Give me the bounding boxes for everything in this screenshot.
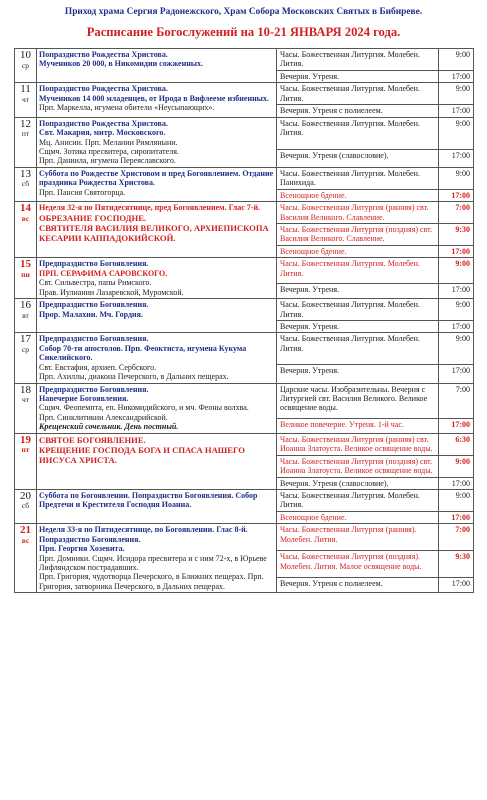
schedule-row xyxy=(15,49,474,71)
service-name: Царские часы. Изобразительны. Вечерня с Литургией свт. Василия Великого. Великое освящение воды. xyxy=(277,383,439,419)
schedule-table xyxy=(14,48,474,593)
service-time: 17:00 xyxy=(439,419,474,433)
service-name: Часы. Божественная Литургия (ранняя) свт. Иоанна Златоуста. Великое освящение воды. xyxy=(277,433,439,455)
feast-line: КРЕЩЕНИЕ ГОСПОДА БОГА И СПАСА НАШЕГО ИИСУСА ХРИСТА. xyxy=(39,444,245,466)
schedule-row xyxy=(15,489,474,511)
feast-line: Предпразднство Богоявления. xyxy=(39,259,149,269)
service-name: Часы. Божественная Литургия. Молебен. Лития. xyxy=(277,49,439,71)
date-cell xyxy=(15,383,37,433)
day-number: 16 xyxy=(20,299,31,312)
feast-line: Суббота по Богоявлении. Попразднство Богоявления. Собор Предтечи и Крестителя Господня Иоанна. xyxy=(39,490,258,510)
day-number: 10 xyxy=(20,49,31,61)
service-name: Часы. Божественная Литургия. Молебен. Лития. xyxy=(277,83,439,105)
feast-line: Прп. Синклитикии Александрийской. xyxy=(39,412,168,422)
feast-description xyxy=(37,49,277,83)
schedule-row xyxy=(15,524,474,551)
date-cell xyxy=(15,433,37,489)
feast-line: ПРП. СЕРАФИМА САРОВСКОГО. xyxy=(39,268,168,278)
service-time: 17:00 xyxy=(439,477,474,489)
feast-line: Мц. Анисии. Прп. Мелании Римляныни. xyxy=(39,137,178,147)
service-name: Часы. Божественная Литургия (поздняя) свт. Иоанна Златоуста. Великое освящение воды. xyxy=(277,455,439,477)
service-time: 7:00 xyxy=(439,383,474,419)
date-cell xyxy=(15,524,37,593)
day-number: 14 xyxy=(20,202,31,215)
service-time: 7:00 xyxy=(439,524,474,551)
service-time: 9:00 xyxy=(439,258,474,284)
feast-line: Прп. Даниила, игумена Переяславского. xyxy=(39,156,176,166)
feast-line: Сщмч. Феопемпта, еп. Никомидийского, и мч. Феоны волхва. xyxy=(39,403,249,413)
service-name: Часы. Божественная Литургия (ранняя). Молебен. Лития. xyxy=(277,524,439,551)
weekday: вс xyxy=(21,213,30,223)
feast-line: Свт. Сильвестра, папы Римского. xyxy=(39,278,152,288)
service-name: Вечерня. Утреня. xyxy=(277,284,439,299)
date-cell xyxy=(15,258,37,299)
service-time: 9:00 xyxy=(439,489,474,511)
feast-line: СВЯТИТЕЛЯ ВАСИЛИЯ ВЕЛИКОГО, АРХИЕПИСКОПА КЕСАРИИ КАППАДОКИЙСКОЙ. xyxy=(39,222,269,243)
feast-description xyxy=(37,258,277,299)
feast-description xyxy=(37,433,277,489)
feast-line: Свт. Макария, митр. Московского. xyxy=(39,128,166,138)
service-time: 17:00 xyxy=(439,189,474,201)
weekday: вс xyxy=(21,535,30,545)
service-time: 9:00 xyxy=(439,117,474,149)
weekday: чт xyxy=(21,94,30,104)
date-cell xyxy=(15,83,37,117)
feast-line: Собор 70-ти апостолов. Прп. Феоктиста, игумена Кукума Сикелийского. xyxy=(39,343,247,363)
parish-name: Приход храма Сергия Радонежского, Храм Собора Московских Святых в Бибиреве. xyxy=(64,7,423,17)
feast-description xyxy=(37,333,277,383)
schedule-row xyxy=(15,117,474,149)
service-name: Вечерня. Утреня с полиелеем. xyxy=(277,105,439,117)
feast-line: Крещенский сочельник. День постный. xyxy=(39,422,179,432)
date-cell xyxy=(15,117,37,167)
feast-line: Предпразднство Богоявления. xyxy=(39,384,149,394)
weekday: сб xyxy=(21,501,30,511)
feast-description xyxy=(37,524,277,593)
service-time: 7:00 xyxy=(439,202,474,224)
feast-line: Прп. Домники. Сщмч. Исидора пресвитера и с ним 72-х, в Юрьеве Лифляндском пострадавших. xyxy=(39,553,267,572)
feast-description xyxy=(37,383,277,433)
service-name: Вечерня. Утреня (славословие). xyxy=(277,149,439,167)
schedule-row xyxy=(15,433,474,455)
date-cell xyxy=(15,299,37,333)
schedule-row xyxy=(15,202,474,224)
service-time: 17:00 xyxy=(439,320,474,332)
day-number: 18 xyxy=(20,383,31,396)
feast-line: Прп. Пансия Святогорца. xyxy=(39,187,126,197)
service-name: Вечерня. Утреня. xyxy=(277,70,439,82)
weekday: пн xyxy=(21,269,30,279)
service-time: 9:00 xyxy=(439,455,474,477)
service-time: 9:00 xyxy=(439,167,474,189)
schedule-row xyxy=(15,167,474,189)
feast-line: Неделя 32-я по Пятидесятнице, пред Богоявлением. Глас 7-й. xyxy=(39,203,261,213)
service-name: Всенощное бдение. xyxy=(277,189,439,201)
weekday: сб xyxy=(21,179,30,189)
schedule-row xyxy=(15,299,474,321)
feast-description xyxy=(37,489,277,523)
schedule-title: Расписание Богослужений на 10-21 ЯНВАРЯ 2024 года. xyxy=(86,25,401,39)
service-name: Часы. Божественная Литургия. Молебен. Лития. xyxy=(277,333,439,365)
date-cell xyxy=(15,333,37,383)
feast-line: Попразднство Рождества Христова. xyxy=(39,50,168,59)
feast-line: Попразднство Рождества Христова. xyxy=(39,84,168,94)
feast-line: Сщмч. Зотика пресвитера, сиропитателя. xyxy=(39,146,179,156)
day-number: 21 xyxy=(20,524,31,537)
weekday: ср xyxy=(21,60,30,70)
service-name: Всенощное бдение. xyxy=(277,245,439,257)
date-cell xyxy=(15,202,37,258)
feast-line: Мучеников 20 000, в Никомидии сожженных. xyxy=(39,59,204,69)
feast-line: Предпразднство Богоявления. xyxy=(39,300,149,310)
date-cell xyxy=(15,167,37,201)
weekday: пт xyxy=(21,129,30,139)
service-name: Вечерня. Утреня. xyxy=(277,365,439,383)
feast-line: Неделя 33-я по Пятидесятнице, по Богоявлении. Глас 8-й. Попразднство Богоявления. xyxy=(39,525,248,544)
schedule-row xyxy=(15,383,474,419)
service-name: Часы. Божественная Литургия. Молебен. Лития. xyxy=(277,117,439,149)
day-number: 17 xyxy=(20,333,31,346)
service-time: 9:00 xyxy=(439,299,474,321)
service-name: Всенощное бдение. xyxy=(277,511,439,523)
feast-line: СВЯТОЕ БОГОЯВЛЕНИЕ. xyxy=(39,434,146,445)
day-number: 20 xyxy=(20,489,31,502)
feast-description xyxy=(37,167,277,201)
service-name: Вечерня. Утреня с полиелеем. xyxy=(277,578,439,593)
service-name: Часы. Божественная Литургия (поздняя). Молебен. Лития. Малое освящение воды. xyxy=(277,551,439,578)
service-time: 17:00 xyxy=(439,149,474,167)
feast-line: Прп. Георгия Хозевита. xyxy=(39,544,125,554)
day-number: 13 xyxy=(20,167,31,180)
service-name: Часы. Божественная Литургия. Молебен. Лития. xyxy=(277,299,439,321)
feast-line: Прп. Ахиллы, диакона Печерского, в Дальних пещерах. xyxy=(39,372,229,382)
feast-line: ОБРЕЗАНИЕ ГОСПОДНЕ. xyxy=(39,212,147,223)
feast-description xyxy=(37,83,277,117)
service-time: 9:00 xyxy=(439,49,474,71)
feast-line: Прав. Иулиании Лазаревской, Муромской. xyxy=(39,287,184,297)
service-time: 9:00 xyxy=(439,333,474,365)
feast-line: Суббота по Рождестве Христовом и пред Богоявлением. Отдание праздника Рождества Христова. xyxy=(39,168,274,188)
feast-line: Предпразднство Богоявления. xyxy=(39,334,149,344)
feast-description xyxy=(37,202,277,258)
feast-line: Прп. Григория, чудотворца Печерского, в Ближних пещерах. Прп. Григория, затворника Печерского, в Дальних пещерах. xyxy=(39,572,264,591)
feast-line: Попразднство Рождества Христова. xyxy=(39,118,168,128)
service-time: 17:00 xyxy=(439,245,474,257)
service-time: 9:30 xyxy=(439,224,474,246)
weekday: вт xyxy=(22,310,29,320)
day-number: 11 xyxy=(20,83,31,96)
service-name: Часы. Божественная Литургия. Молебен. Панихида. xyxy=(277,167,439,189)
schedule-row xyxy=(15,333,474,365)
service-time: 17:00 xyxy=(439,578,474,593)
schedule-row xyxy=(15,258,474,284)
feast-line: Свт. Евстафия, архиеп. Сербского. xyxy=(39,362,157,372)
feast-line: Навечерие Богоявления. xyxy=(39,394,129,403)
feast-line: Прп. Маркелла, игумена обители «Неусыпающих». xyxy=(39,103,215,113)
service-name: Часы. Божественная Литургия. Молебен. Лития. xyxy=(277,489,439,511)
service-time: 17:00 xyxy=(439,105,474,117)
weekday: ср xyxy=(21,344,30,354)
date-cell xyxy=(15,49,37,83)
day-number: 12 xyxy=(20,117,31,130)
feast-description xyxy=(37,117,277,167)
service-time: 17:00 xyxy=(439,284,474,299)
feast-description xyxy=(37,299,277,333)
service-name: Вечерня. Утреня. xyxy=(277,320,439,332)
service-time: 17:00 xyxy=(439,511,474,523)
date-cell xyxy=(15,489,37,523)
service-time: 17:00 xyxy=(439,365,474,383)
weekday: чт xyxy=(21,395,30,405)
day-number: 15 xyxy=(20,258,31,271)
day-number: 19 xyxy=(20,433,31,446)
service-time: 17:00 xyxy=(439,70,474,82)
service-time: 9:00 xyxy=(439,83,474,105)
feast-line: Мучеников 14 000 младенцев, от Ирода в Вифлееме избиенных. xyxy=(39,93,269,103)
service-name: Часы. Божественная Литургия. Молебен. Лития. xyxy=(277,258,439,284)
schedule-row xyxy=(15,83,474,105)
service-time: 9:30 xyxy=(439,551,474,578)
service-time: 6:30 xyxy=(439,433,474,455)
feast-line: Прор. Малахии. Мч. Гордия. xyxy=(39,309,143,319)
service-name: Великое повечерие. Утреня. 1-й час. xyxy=(277,419,439,433)
service-name: Часы. Божественная Литургия (поздняя) свт. Василия Великого. Славление. xyxy=(277,224,439,246)
service-name: Часы. Божественная Литургия (ранняя) свт. Василия Великого. Славление. xyxy=(277,202,439,224)
service-name: Вечерня. Утреня (славословие). xyxy=(277,477,439,489)
weekday: пт xyxy=(21,445,30,455)
